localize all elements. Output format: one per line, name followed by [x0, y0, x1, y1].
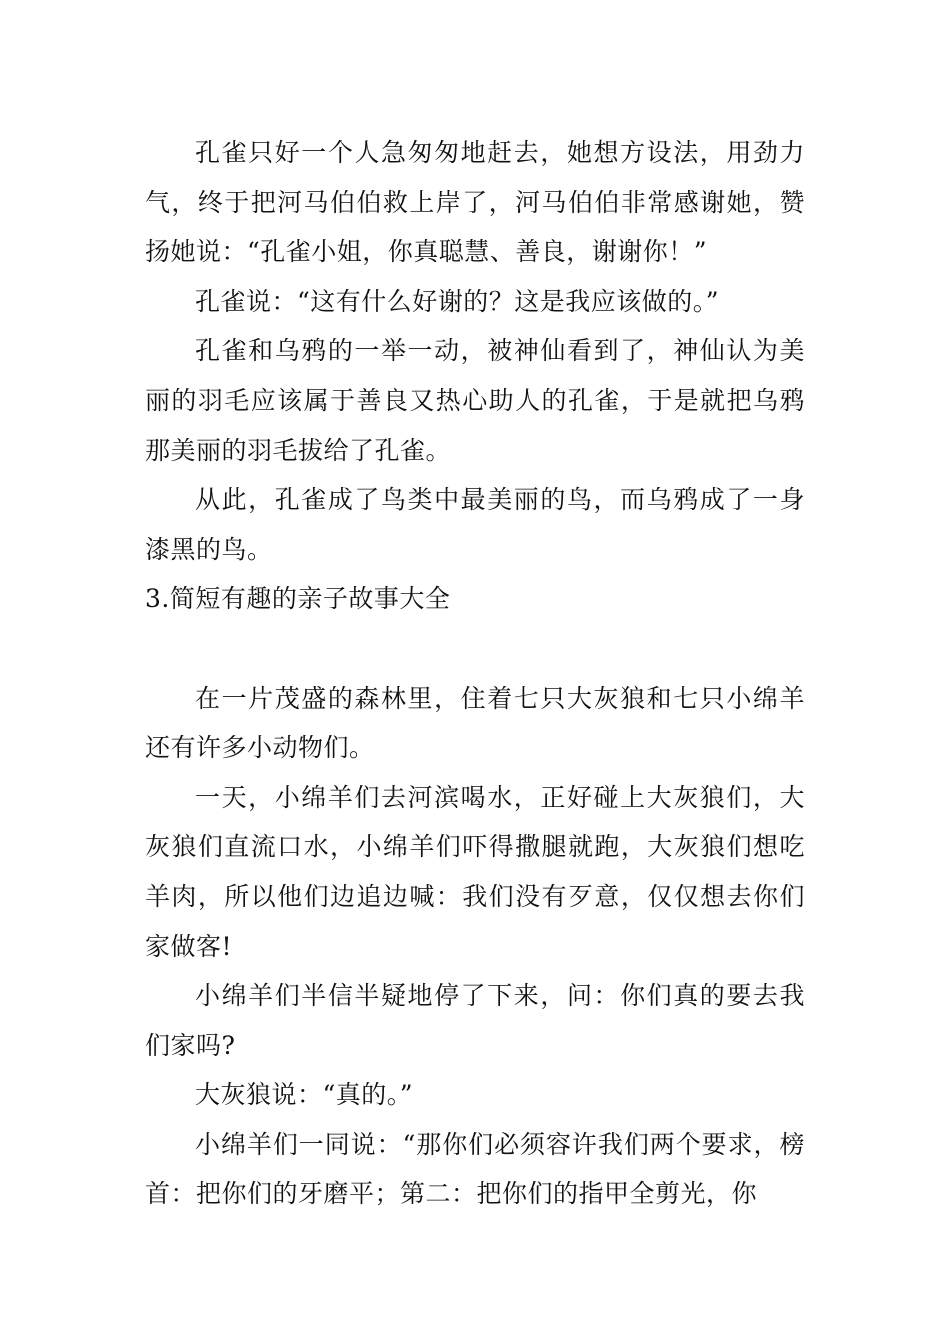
paragraph-fairy-decision: 孔雀和乌鸦的一举一动，被神仙看到了，神仙认为美丽的羽毛应该属于善良又热心助人的孔雀，于是就把乌鸦那美丽的羽毛拔给了孔雀。: [145, 336, 805, 465]
paragraph-forest-intro: 在一片茂盛的森林里，住着七只大灰狼和七只小绵羊还有许多小动物们。: [145, 683, 805, 763]
section-spacer: [145, 624, 805, 674]
paragraph-sheep-question: 小绵羊们半信半疑地停了下来，问：你们真的要去我们家吗?: [145, 981, 805, 1060]
paragraph-peacock-rescue: 孔雀只好一个人急匆匆地赶去，她想方设法，用劲力气，终于把河马伯伯救上岸了，河马伯伯非常感谢她，赞扬她说：“孔雀小姐，你真聪慧、善良，谢谢你！”: [145, 138, 805, 267]
paragraph-conclusion: 从此，孔雀成了鸟类中最美丽的鸟，而乌鸦成了一身漆黑的鸟。: [145, 485, 805, 564]
paragraph-river-encounter: 一天，小绵羊们去河滨喝水，正好碰上大灰狼们，大灰狼们直流口水，小绵羊们吓得撒腿就跑，大灰狼们想吃羊肉，所以他们边追边喊：我们没有歹意，仅仅想去你们家做客!: [145, 782, 805, 961]
document-body: [145, 128, 805, 1219]
paragraph-sheep-demands: 小绵羊们一同说：“那你们必须容许我们两个要求，榜首：把你们的牙磨平；第二：把你们的指甲全剪光，你: [145, 1129, 805, 1209]
paragraph-wolf-answer: 大灰狼说：“真的。”: [195, 1080, 414, 1110]
paragraph-peacock-reply: 孔雀说：“这有什么好谢的？这是我应该做的。”: [195, 286, 720, 316]
section-heading: 3.简短有趣的亲子故事大全: [145, 584, 451, 614]
